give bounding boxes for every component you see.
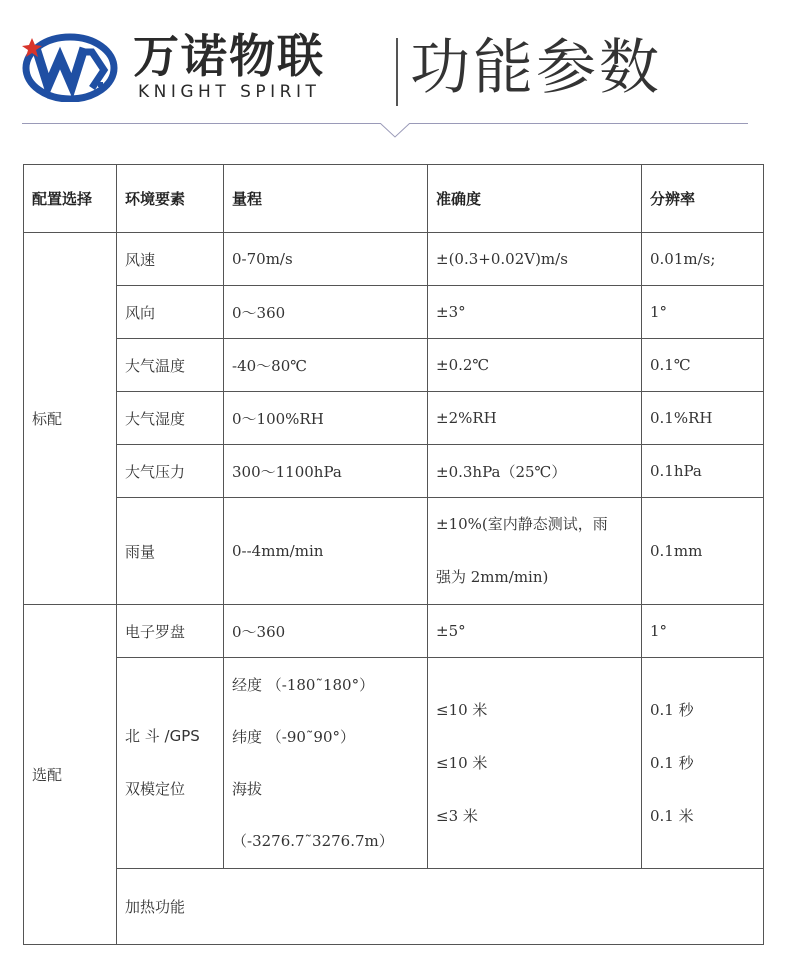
cell-resolution: 0.1%RH <box>642 392 764 445</box>
table-row <box>24 233 764 286</box>
cell-range: 0～100%RH <box>224 392 428 445</box>
cell-accuracy: ±2%RH <box>428 392 642 445</box>
page-header <box>0 0 790 140</box>
table-row <box>24 498 764 605</box>
cell-element: 大气压力 <box>117 445 224 498</box>
group-label-standard: 标配 <box>24 233 117 605</box>
cell-resolution: 0.1℃ <box>642 339 764 392</box>
col-header-element: 环境要素 <box>117 165 224 233</box>
cell-resolution: 0.1mm <box>642 498 764 605</box>
resolution-line: 0.1 秒 <box>650 700 694 719</box>
col-header-resolution: 分辨率 <box>642 165 764 233</box>
cell-element <box>117 658 224 869</box>
table-header-row <box>24 165 764 233</box>
cell-element: 风向 <box>117 286 224 339</box>
range-line: 海拔 <box>232 780 263 798</box>
cell-resolution: 0.1hPa <box>642 445 764 498</box>
cell-element: 大气湿度 <box>117 392 224 445</box>
table-row <box>24 445 764 498</box>
col-header-accuracy: 准确度 <box>428 165 642 233</box>
cell-accuracy: ±5° <box>428 605 642 658</box>
element-line: 双模定位 <box>125 780 186 798</box>
cell-resolution: 1° <box>642 286 764 339</box>
cell-element: 大气温度 <box>117 339 224 392</box>
cell-range: 0-70m/s <box>224 233 428 286</box>
brand-name-en: KNIGHT SPIRIT <box>138 82 321 102</box>
range-line: 纬度 （-90˜90°） <box>232 728 356 746</box>
cell-range: 0--4mm/min <box>224 498 428 605</box>
accuracy-line: ±10%(室内静态测试，雨 <box>436 515 608 533</box>
accuracy-line: ≤10 米 <box>436 753 488 772</box>
table-row <box>24 869 764 945</box>
brand-name-cn: 万诺物联 <box>133 29 325 83</box>
element-line: 北 斗 /GPS <box>125 727 200 745</box>
table-row <box>24 286 764 339</box>
accuracy-line: 强为 2mm/min) <box>436 568 549 586</box>
cell-accuracy: ±0.2℃ <box>428 339 642 392</box>
accuracy-line: ≤10 米 <box>436 700 488 719</box>
table-row <box>24 339 764 392</box>
cell-accuracy <box>428 658 642 869</box>
cell-element: 加热功能 <box>117 869 764 945</box>
cell-resolution <box>642 658 764 869</box>
cell-range: 0～360 <box>224 605 428 658</box>
cell-range: -40～80℃ <box>224 339 428 392</box>
spec-table <box>23 164 764 945</box>
page-title: 功能参数 <box>410 33 662 103</box>
accuracy-line: ≤3 米 <box>436 806 478 825</box>
group-label-optional: 选配 <box>24 605 117 945</box>
cell-element: 雨量 <box>117 498 224 605</box>
col-header-config: 配置选择 <box>24 165 117 233</box>
col-header-range: 量程 <box>224 165 428 233</box>
cell-range <box>224 658 428 869</box>
resolution-line: 0.1 秒 <box>650 753 694 772</box>
cell-range: 0～360 <box>224 286 428 339</box>
cell-accuracy <box>428 498 642 605</box>
range-line: （-3276.7˜3276.7m） <box>232 832 394 850</box>
cell-range: 300～1100hPa <box>224 445 428 498</box>
cell-resolution: 1° <box>642 605 764 658</box>
cell-accuracy: ±(0.3+0.02V)m/s <box>428 233 642 286</box>
table-row <box>24 658 764 869</box>
cell-accuracy: ±0.3hPa（25℃） <box>428 445 642 498</box>
resolution-line: 0.1 米 <box>650 806 694 825</box>
table-row <box>24 392 764 445</box>
header-divider <box>396 38 398 106</box>
chevron-down-icon <box>379 123 411 139</box>
cell-accuracy: ±3° <box>428 286 642 339</box>
table-row <box>24 605 764 658</box>
cell-resolution: 0.01m/s; <box>642 233 764 286</box>
wn-logo-icon <box>18 30 118 102</box>
cell-element: 风速 <box>117 233 224 286</box>
cell-element: 电子罗盘 <box>117 605 224 658</box>
range-line: 经度 （-180˜180°） <box>232 676 375 694</box>
